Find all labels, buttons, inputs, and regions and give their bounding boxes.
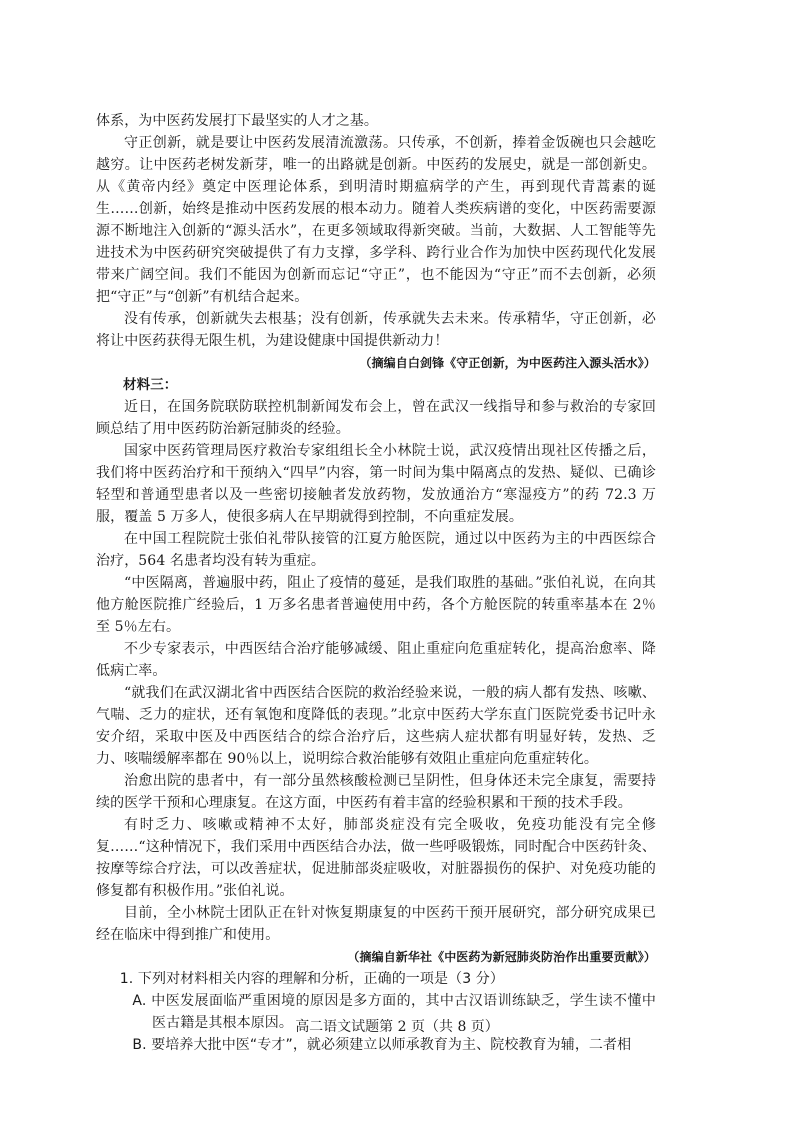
m3-paragraph-1: 近日，在国务院联防联控机制新闻发布会上，曾在武汉一线指导和参与救治的专家回顾总结了用中医药防治新冠肺炎的经验。 — [96, 399, 656, 437]
material3-body — [96, 396, 656, 946]
page-content — [96, 110, 656, 1056]
source-citation-1: （摘编自白剑锋《守正创新，为中医药注入源头活水》） — [359, 356, 656, 370]
paragraph-2: 守正创新，就是要让中医药发展清流激荡。只传承，不创新，捧着金饭碗也只会越吃越穷。让中医药老树发新芽，唯一的出路就是创新。中医药的发展史，就是一部创新史。从《黄帝内经》奠定中医理论体系，到明清时期瘟病学的产生，再到现代青蒿素的诞生……创新，始终是推动中医药发展的根本动力。随着人类疾病谱的变化，中医药需要源源不断地注入创新的“源头活水”，在更多领域取得新突破。当前，大数据、人工智能等先进技术为中医药研究突破提供了有力支撑，多学科、跨行业合作为加快中医药现代化发展带来广阔空间。我们不能因为创新而忘记“守正”，也不能因为“守正”而不去创新，必须把“守正”与“创新”有机结合起来。 — [96, 135, 656, 305]
question-1 — [96, 968, 656, 1056]
page-footer: 高二语文试题第 2 页（共 8 页） — [295, 1019, 499, 1035]
m3-paragraph-3: 在中国工程院院士张伯礼带队接管的江夏方舱医院，通过以中医药为主的中西医综合治疗，564 名患者均没有转为重症。 — [96, 531, 656, 569]
question-1-stem: 1. 下列对材料相关内容的理解和分析，正确的一项是（3 分） — [119, 971, 504, 987]
question-1-option-b: B. 要培养大批中医“专才”，就必须建立以师承教育为主、院校教育为辅，二者相 — [132, 1037, 632, 1053]
m3-paragraph-7: 治愈出院的患者中，有一部分虽然核酸检测已呈阴性，但身体还未完全康复，需要持续的医学干预和心理康复。在这方面，中医药有着丰富的经验积累和干预的技术手段。 — [96, 773, 656, 811]
question-1-option-a: A. 中医发展面临严重困境的原因是多方面的，其中古汉语训练缺乏，学生读不懂中医古籍是其根本原因。 — [132, 993, 656, 1031]
m3-paragraph-9: 目前，全小林院士团队正在针对恢复期康复的中医药干预开展研究，部分研究成果已经在临床中得到推广和使用。 — [96, 905, 656, 943]
m3-paragraph-6: “就我们在武汉湖北省中西医结合医院的救治经验来说，一般的病人都有发热、咳嗽、气喘、乏力的症状，还有氧饱和度降低的表现。”北京中医药大学东直门医院党委书记叶永安介绍，采取中医及中西医结合的综合治疗后，这些病人症状都有明显好转，发热、乏力、咳喘缓解率都在 90％以上，说明综合救治能够有效阻止重症向危重症转化。 — [96, 685, 656, 767]
paragraph-3: 没有传承，创新就失去根基；没有创新，传承就失去未来。传承精华，守正创新，必将让中医药获得无限生机，为建设健康中国提供新动力！ — [96, 311, 656, 349]
material2-tail — [96, 110, 656, 352]
paragraph-1: 体系，为中医药发展打下最坚实的人才之基。 — [96, 113, 378, 129]
m3-paragraph-8: 有时乏力、咳嗽或精神不太好，肺部炎症没有完全吸收，免疫功能没有完全修复……“这种情况下，我们采用中西医结合办法，做一些呼吸锻炼，同时配合中医药针灸、按摩等综合疗法，可以改善症状，促进肺部炎症吸收，对脏器损伤的保护、对免疫功能的修复都有积极作用。”张伯礼说。 — [96, 817, 656, 899]
material3-heading: 材料三： — [123, 377, 178, 393]
m3-paragraph-2: 国家中医药管理局医疗救治专家组组长全小林院士说，武汉疫情出现社区传播之后，我们将中医药治疗和干预纳入“四早”内容，第一时间为集中隔离点的发热、疑似、已确诊轻型和普通型患者以及一些密切接触者发放药物，发放通治方“寒湿疫方”的药 72.3 万服，覆盖 5 万多人，使很多病人在早期就得到控制，不向重症发展。 — [96, 443, 656, 525]
m3-paragraph-5: 不少专家表示，中西医结合治疗能够减缓、阻止重症向危重症转化，提高治愈率、降低病亡率。 — [96, 641, 656, 679]
source-citation-2: （摘编自新华社《中医药为新冠肺炎防治作出重要贡献》） — [347, 950, 656, 964]
m3-paragraph-4: “中医隔离，普遍服中药，阻止了疫情的蔓延，是我们取胜的基础。”张伯礼说，在向其他方舱医院推广经验后，1 万多名患者普遍使用中药，各个方舱医院的转重率基本在 2％至 5％左右。 — [96, 575, 656, 635]
